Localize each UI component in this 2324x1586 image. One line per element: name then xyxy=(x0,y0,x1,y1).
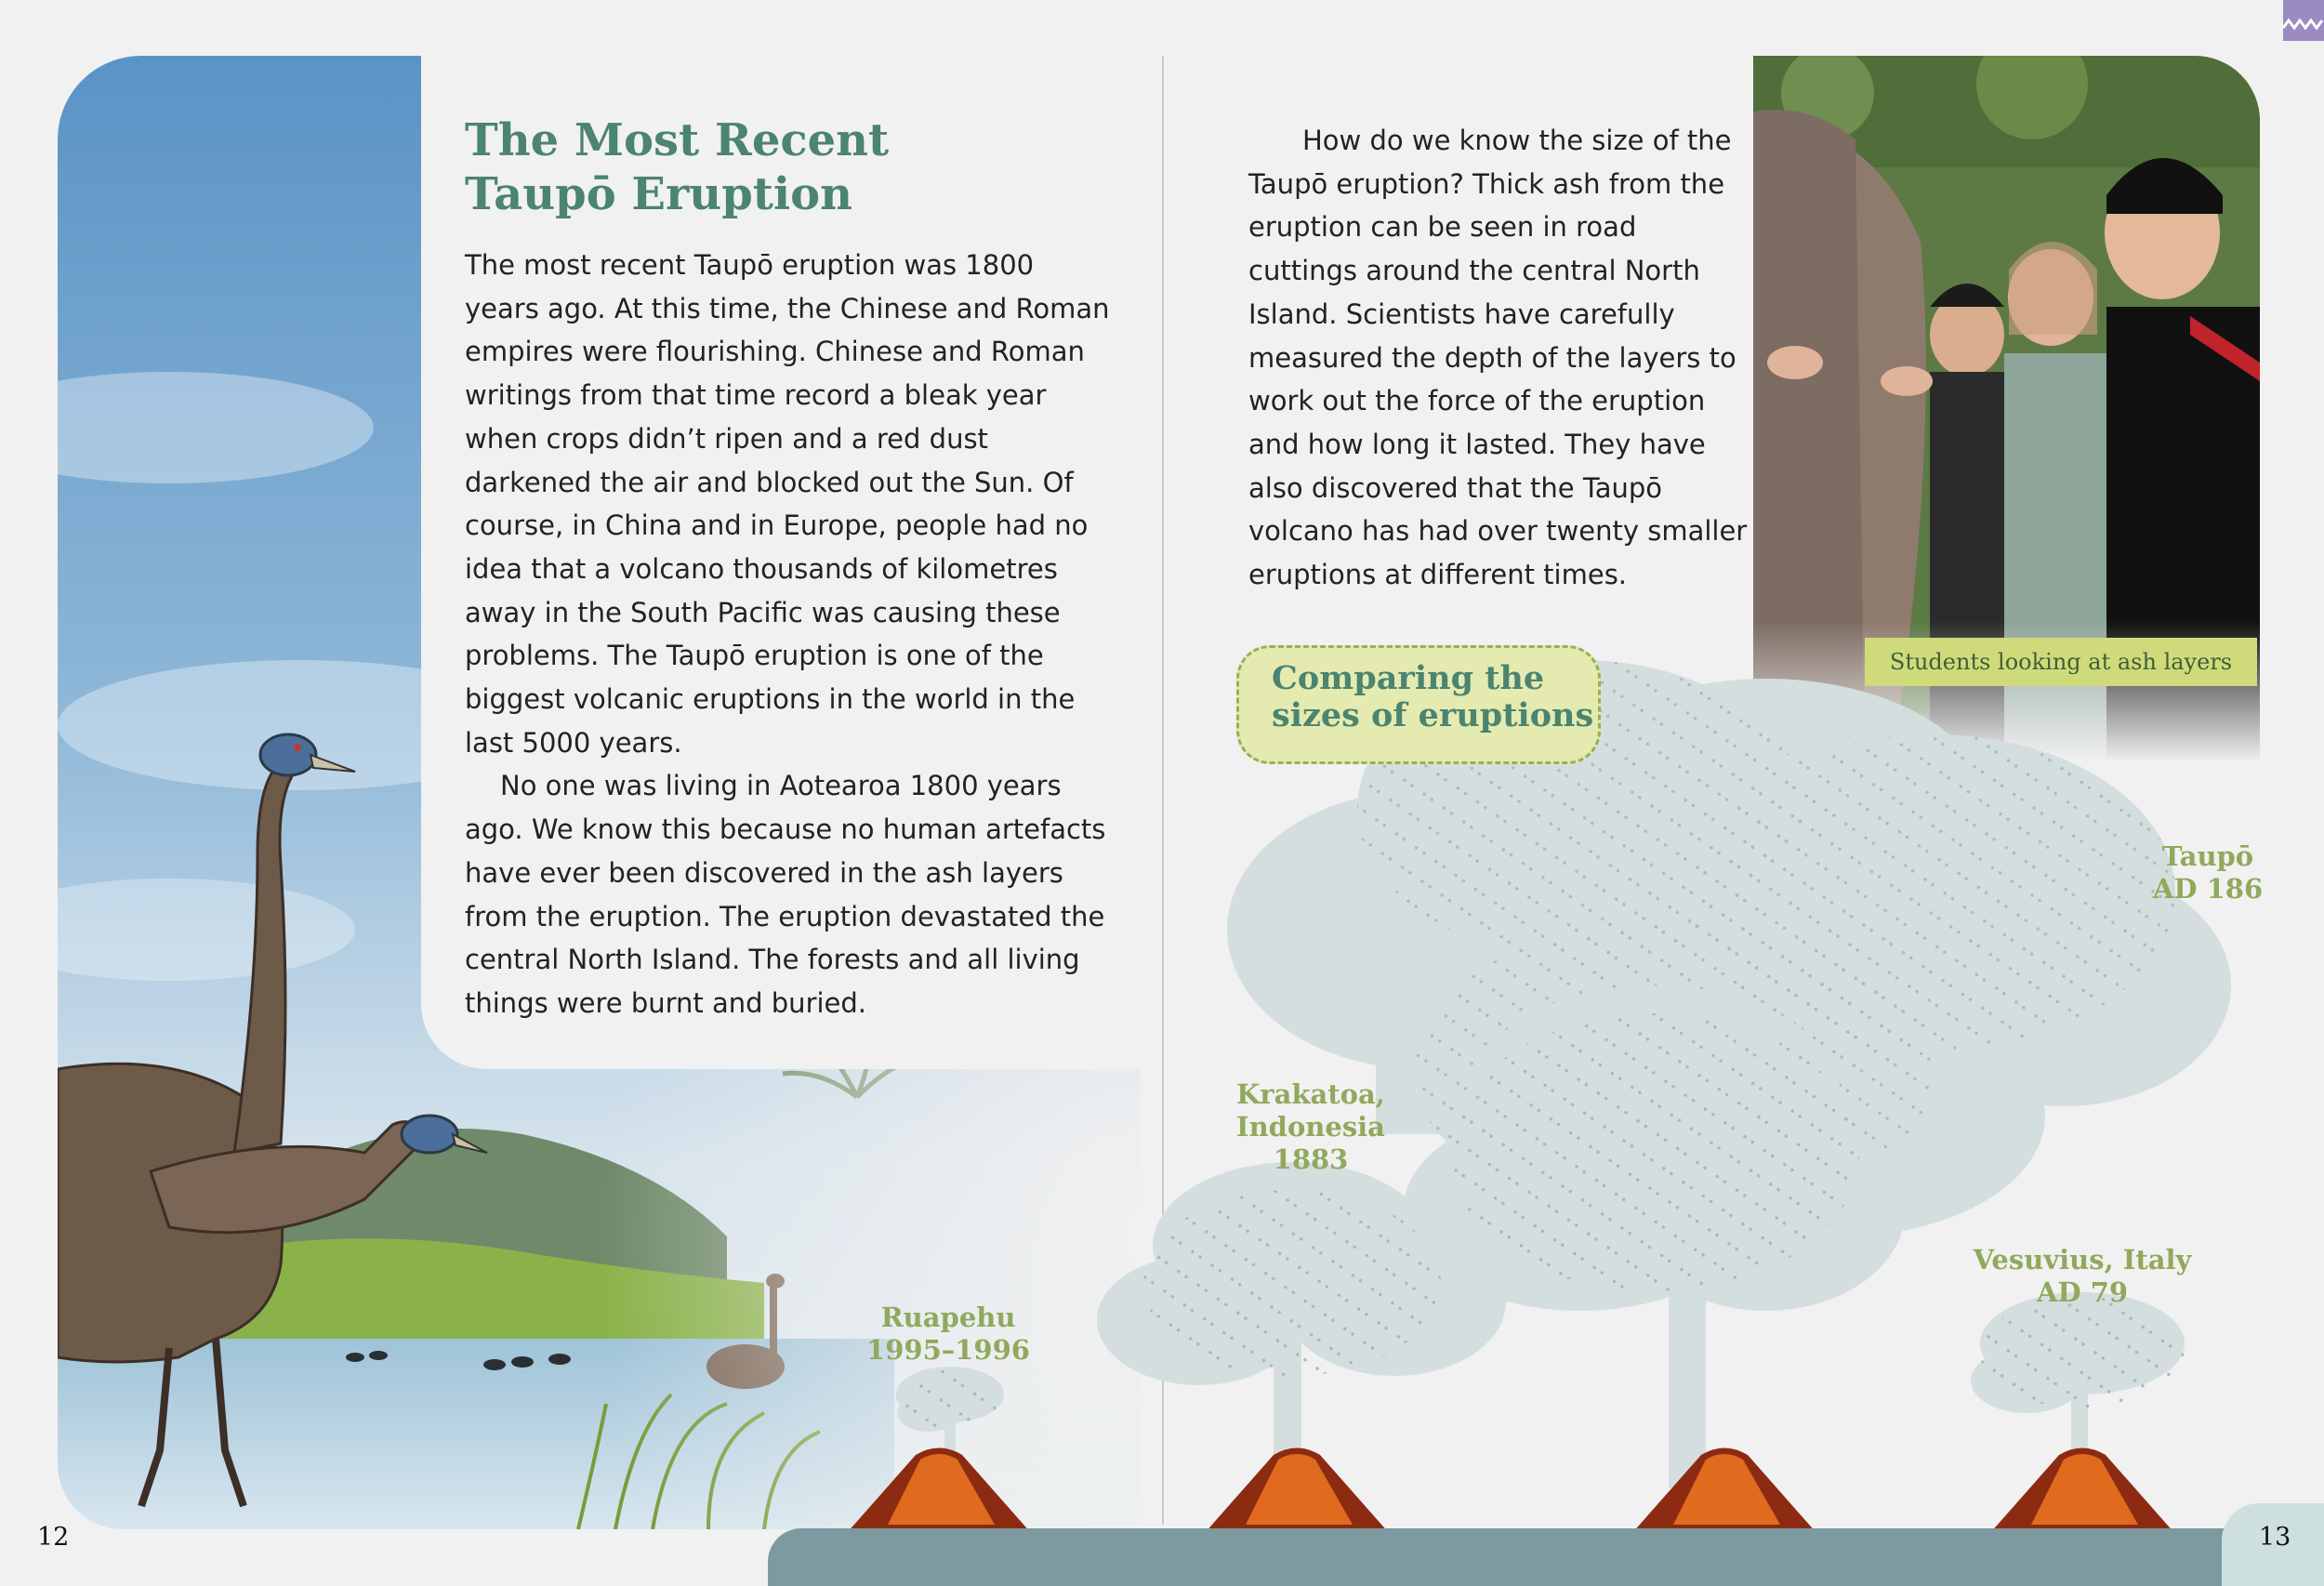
label-taupo-line-2: AD 186 xyxy=(2152,873,2264,905)
paragraph-1: The most recent Taupō eruption was 1800 years ago. At this time, the Chinese and Roman empires were flourishing. Chinese and Roman writings from that time record a bleak year when crops didn’t ripen and a red dust darkened the air and blocked out the Sun. Of course, in China and in Europe, people had no idea that a volcano thousands of kilometres away in the South Pacific was causing these problems. The Taupō eruption is one of the biggest volcanic eruptions in the world in the last 5000 years. xyxy=(465,249,1110,759)
compare-title-line-1: Comparing the xyxy=(1272,659,1545,697)
page-number-right: 13 xyxy=(2259,1523,2291,1552)
corner-tab xyxy=(2283,0,2324,41)
label-vesuvius xyxy=(1961,1244,2203,1309)
page-number-left: 12 xyxy=(37,1523,70,1552)
label-ruapehu-line-2: 1995–1996 xyxy=(866,1334,1030,1366)
photo-caption: Students looking at ash layers xyxy=(1865,638,2257,686)
label-krakatoa-line-1: Krakatoa, xyxy=(1236,1078,1385,1110)
volcano-cones xyxy=(846,1448,2175,1535)
label-taupo xyxy=(2138,840,2278,905)
label-ruapehu xyxy=(865,1302,1032,1367)
ground-strip xyxy=(768,1528,2324,1586)
label-vesuvius-line-2: AD 79 xyxy=(2036,1276,2129,1308)
compare-title-line-2: sizes of eruptions xyxy=(1272,696,1594,734)
label-taupo-line-1: Taupō xyxy=(2161,840,2254,872)
title-line-2: Taupō Eruption xyxy=(465,168,853,220)
label-ruapehu-line-1: Ruapehu xyxy=(880,1302,1016,1333)
label-krakatoa-line-2: Indonesia xyxy=(1236,1111,1385,1143)
label-vesuvius-line-1: Vesuvius, Italy xyxy=(1973,1244,2192,1275)
title-line-1: The Most Recent xyxy=(465,114,890,166)
label-krakatoa xyxy=(1218,1078,1404,1176)
paragraph-2: No one was living in Aotearoa 1800 years ago. We know this because no human artefacts have ever been discovered in the ash layers from the eruption. The eruption devastated the central North Island. The forests and all living things were burnt and buried. xyxy=(465,770,1106,1019)
label-krakatoa-line-3: 1883 xyxy=(1273,1143,1349,1175)
zigzag-icon xyxy=(2283,0,2324,41)
compare-title xyxy=(1272,660,1593,734)
paragraph-3: How do we know the size of the Taupō eruption? Thick ash from the eruption can be seen in road cuttings around the central North Island. Scientists have carefully measured the depth of the layers to work out the force of the eruption and how long it lasted. They have also discovered that the Taupō volcano has had over twenty smaller eruptions at different times. xyxy=(1248,125,1748,591)
